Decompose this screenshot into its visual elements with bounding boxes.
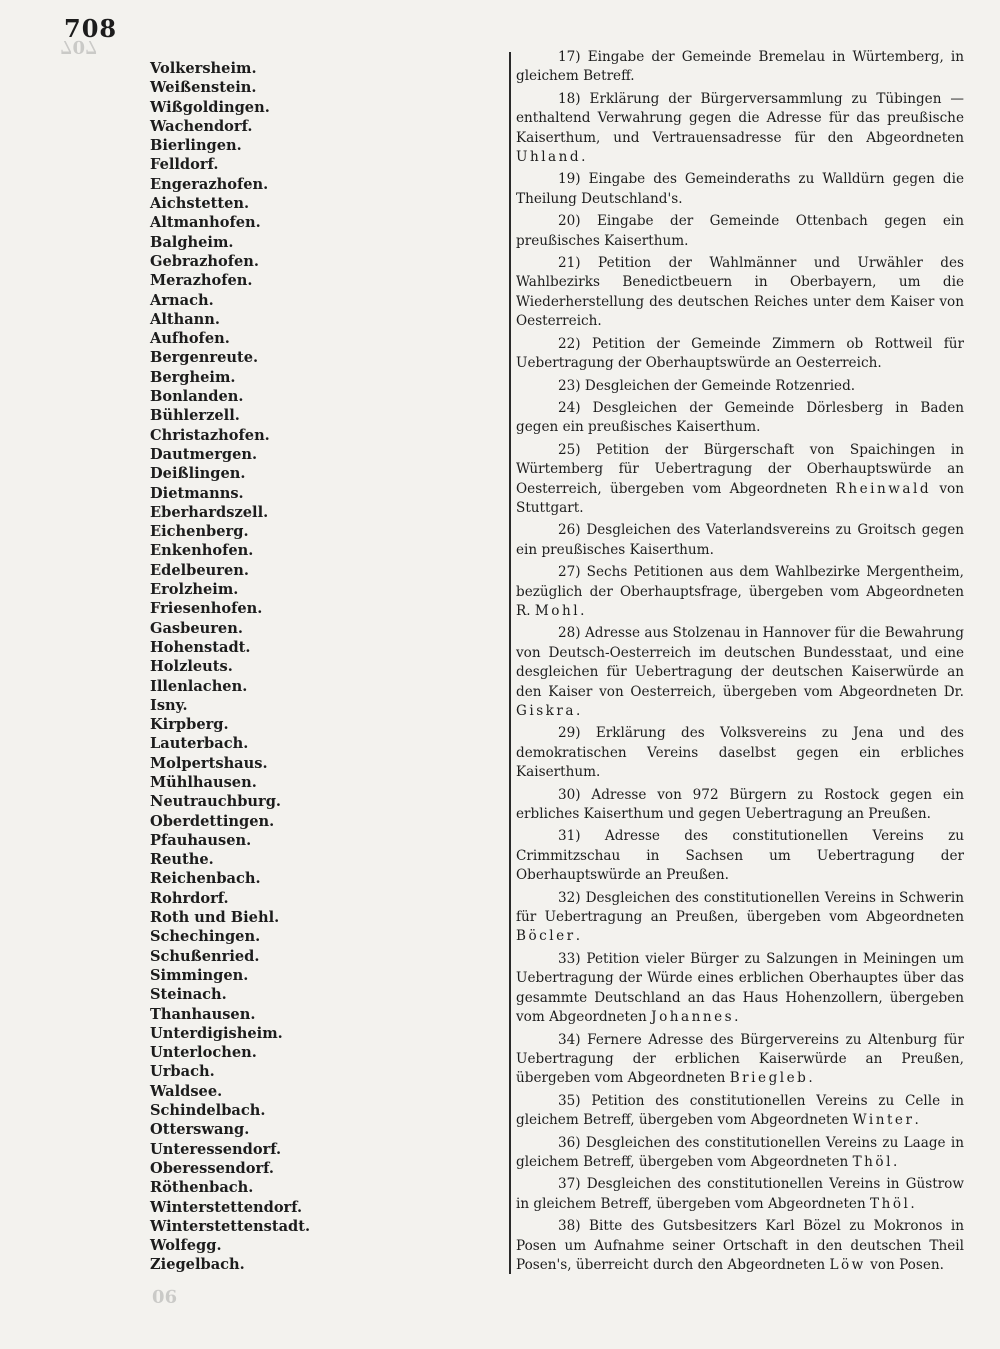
place-name: Bergenreute.: [150, 349, 259, 367]
place-name: Thanhausen.: [150, 1005, 256, 1023]
entry-text: 21) Petition der Wahlmänner und Urwähler des Wahlbezirks Benedictbeuern in Oberbayern, um die Wiederherstellung des deutschen Reiches unter dem Kaiser von Oesterreich.: [516, 255, 964, 330]
entry-text: 32) Desgleichen des constitutionellen Vereins in Schwerin für Uebertragung an Preußen, übergeben vom Abgeordneten: [516, 889, 964, 926]
place-name: Eberhardszell.: [150, 503, 269, 521]
place-name: Weißenstein.: [150, 79, 257, 97]
place-name: Steinach.: [150, 986, 227, 1004]
place-name: Dietmanns.: [150, 484, 244, 502]
place-name: Isny.: [150, 696, 188, 714]
place-name: Otterswang.: [150, 1121, 250, 1139]
place-name: Engerazhofen.: [150, 175, 269, 193]
entry-text: 33) Petition vieler Bürger zu Salzungen in Meiningen um Uebertragung der Würde eines erblichen Oberhauptes über das gesammte Deutschland an das Haus Hohenzollern, übergeben vom Abgeordneten: [516, 950, 964, 1026]
place-name: Illenlachen.: [150, 677, 248, 695]
place-name: Ziegelbach.: [150, 1256, 245, 1274]
entry-text: 23) Desgleichen der Gemeinde Rotzenried.: [558, 377, 856, 394]
place-name: Unteressendorf.: [150, 1140, 282, 1158]
petition-entry: [516, 624, 964, 721]
place-name: Edelbeuren.: [150, 561, 249, 579]
place-name: Reuthe.: [150, 851, 214, 869]
place-name: Felldorf.: [150, 156, 219, 174]
petition-entry: [516, 1217, 964, 1275]
entry-tail: .: [734, 1009, 739, 1026]
place-name: Christazhofen.: [150, 426, 270, 444]
entry-text: 25) Petition der Bürgerschaft von Spaichingen in Würtemberg für Uebertragung der Oberhauptswürde an Oesterreich, übergeben vom Abgeordneten: [516, 441, 964, 497]
place-name: Unterdigisheim.: [150, 1024, 283, 1042]
place-name: Kirpberg.: [150, 716, 229, 734]
place-name: Oberdettingen.: [150, 812, 275, 830]
entry-tail: .: [892, 1153, 898, 1170]
petition-entry: [516, 563, 964, 621]
entry-text: 18) Erklärung der Bürgerversammlung zu Tübingen — enthaltend Verwahrung gegen die Adresse für das preußische Kaiserthum, und Vertrauensadresse für den Abgeordneten: [516, 90, 964, 146]
petition-entry: [516, 90, 964, 168]
petition-entry: [516, 1134, 964, 1173]
bleed-through-page-number: 707: [60, 36, 98, 57]
petition-entry: [516, 399, 964, 438]
petition-entry: [516, 724, 964, 782]
place-name: Merazhofen.: [150, 272, 253, 290]
entry-text: 38) Bitte des Gutsbesitzers Karl Bözel zu Mokronos in Posen um Aufnahme seiner Ortschaft in den deutschen Theil Posen's, überreicht durch den Abgeordneten: [516, 1218, 964, 1273]
place-name: Bühlerzell.: [150, 407, 240, 425]
place-name: Neutrauchburg.: [150, 793, 282, 811]
page-number: 708: [64, 14, 118, 43]
place-name: Molpertshaus.: [150, 754, 268, 772]
bleed-through-signature-mark: 90: [152, 1285, 178, 1306]
entry-text: 20) Eingabe der Gemeinde Ottenbach gegen ein preußisches Kaiserthum.: [516, 213, 964, 249]
place-name: Pfauhausen.: [150, 831, 252, 849]
place-name: Altmanhofen.: [150, 214, 261, 232]
entry-text: 17) Eingabe der Gemeinde Bremelau in Würtemberg, in gleichem Betreff.: [516, 49, 964, 85]
delegate-name: Giskra: [516, 703, 577, 719]
place-name: Winterstettenstadt.: [150, 1217, 311, 1235]
place-name: Unterlochen.: [150, 1044, 257, 1062]
entry-text: 22) Petition der Gemeinde Zimmern ob Rottweil für Uebertragung der Oberhauptswürde an Oesterreich.: [516, 335, 964, 372]
place-name: Bierlingen.: [150, 137, 242, 155]
delegate-name: Johannes: [651, 1009, 735, 1026]
place-name: Althann.: [150, 310, 220, 328]
entry-text: 35) Petition des constitutionellen Vereins zu Celle in gleichem Betreff, übergeben vom Abgeordneten: [516, 1092, 964, 1129]
entry-text: 28) Adresse aus Stolzenau in Hannover für die Bewahrung von Deutsch-Oesterreich im deutschen Bundesstaat, und eine desgleichen für Uebertragung der deutschen Kaiserwürde an den Kaiser von Oesterreich, übergeben vom Abgeordneten Dr.: [516, 625, 964, 700]
petition-entry: [516, 254, 964, 332]
place-name: Bergheim.: [150, 368, 236, 386]
place-name: Dautmergen.: [150, 445, 258, 463]
entry-text: 29) Erklärung des Volksvereins zu Jena und des demokratischen Vereins daselbst gegen ein erbliches Kaiserthum.: [516, 725, 964, 781]
entry-tail: .: [914, 1112, 919, 1129]
place-name: Wißgoldingen.: [150, 98, 270, 116]
place-name: Simmingen.: [150, 966, 249, 984]
entry-text: 34) Fernere Adresse des Bürgervereins zu Altenburg für Uebertragung der erblichen Kaiserwürde an Preußen, übergeben vom Abgeordneten: [516, 1031, 964, 1087]
entry-text: 36) Desgleichen des constitutionellen Vereins zu Laage in gleichem Betreff, übergeben vom Abgeordneten: [516, 1134, 964, 1170]
entry-text: 37) Desgleichen des constitutionellen Vereins in Güstrow in gleichem Betreff, übergeben vom Abgeordneten: [516, 1176, 964, 1212]
place-name: Aichstetten.: [150, 195, 250, 213]
petition-entry: [516, 889, 964, 947]
entry-tail: .: [808, 1070, 813, 1087]
entry-text: 27) Sechs Petitionen aus dem Wahlbezirke Mergentheim, bezüglich der Oberhauptsfrage, übergeben vom Abgeordneten R.: [516, 564, 964, 619]
delegate-name: Uhland: [516, 149, 582, 166]
petition-entry: [516, 170, 964, 209]
entry-text: 31) Adresse des constitutionellen Vereins zu Crimmitzschau in Sachsen um Uebertragung der Oberhauptswürde an Preußen.: [516, 828, 964, 884]
delegate-name: Rheinwald: [835, 480, 932, 497]
petition-entry: [516, 441, 964, 519]
delegate-name: Löw: [829, 1256, 866, 1273]
place-name: Schechingen.: [150, 928, 261, 946]
petition-entry: [516, 212, 964, 251]
petition-entry: [516, 786, 964, 825]
entry-text: 24) Desgleichen der Gemeinde Dörlesberg in Baden gegen ein preußisches Kaiserthum.: [516, 399, 964, 436]
petition-entry: [516, 1031, 964, 1089]
place-name: Waldsee.: [150, 1082, 223, 1100]
entry-tail: .: [910, 1195, 915, 1212]
place-name: Erolzheim.: [150, 581, 239, 599]
place-name-list: [150, 59, 490, 1275]
place-name: Deißlingen.: [150, 465, 246, 483]
place-name: Volkersheim.: [150, 60, 257, 77]
place-name: Urbach.: [150, 1063, 215, 1081]
petition-entry: [516, 521, 964, 560]
entry-tail: .: [581, 149, 586, 166]
entry-text: 19) Eingabe des Gemeinderaths zu Walldürn gegen die Theilung Deutschland's.: [516, 171, 964, 207]
place-name: Aufhofen.: [150, 330, 230, 348]
entry-tail: von Posen.: [865, 1256, 944, 1273]
place-name: Holzleuts.: [150, 658, 233, 676]
petition-entry: [516, 1175, 964, 1214]
delegate-name: Briegleb: [729, 1070, 809, 1087]
delegate-name: Böcler: [516, 928, 576, 945]
place-name: Gebrazhofen.: [150, 252, 259, 270]
place-name: Oberessendorf.: [150, 1159, 274, 1177]
place-name: Lauterbach.: [150, 735, 249, 753]
delegate-name: Winter: [852, 1112, 915, 1129]
petition-entry: [516, 1092, 964, 1131]
place-name: Rohrdorf.: [150, 889, 229, 907]
entry-tail: .: [580, 602, 585, 619]
entry-text: 30) Adresse von 972 Bürgern zu Rostock gegen ein erbliches Kaiserthum und gegen Uebertragung an Preußen.: [516, 786, 964, 823]
place-name: Reichenbach.: [150, 870, 261, 888]
place-name: Arnach.: [150, 291, 214, 309]
place-name: Wolfegg.: [150, 1237, 222, 1255]
entry-tail: .: [575, 928, 581, 945]
place-name: Balgheim.: [150, 233, 234, 251]
petition-entry: [516, 827, 964, 885]
place-name: Röthenbach.: [150, 1179, 254, 1197]
place-name: Schindelbach.: [150, 1102, 266, 1120]
petition-entry: [516, 335, 964, 374]
delegate-name: Mohl: [534, 602, 581, 619]
entry-text: 26) Desgleichen des Vaterlandsvereins zu Groitsch gegen ein preußisches Kaiserthum.: [516, 522, 964, 558]
place-name: Gasbeuren.: [150, 619, 243, 637]
column-divider: [509, 52, 511, 1274]
petition-entry: [516, 48, 964, 87]
place-name: Schußenried.: [150, 947, 260, 965]
delegate-name: Thöl: [852, 1153, 893, 1170]
place-name: Winterstettendorf.: [150, 1198, 303, 1216]
place-name: Mühlhausen.: [150, 773, 257, 791]
place-name: Roth und Biehl.: [150, 909, 280, 927]
place-name: Friesenhofen.: [150, 600, 263, 618]
entry-tail: von Stuttgart.: [516, 480, 964, 516]
place-name: Wachendorf.: [150, 117, 253, 135]
petition-entry: [516, 950, 964, 1028]
delegate-name: Thöl: [870, 1195, 911, 1212]
place-name: Bonlanden.: [150, 388, 244, 406]
place-name: Eichenberg.: [150, 523, 249, 541]
place-name: Hohenstadt.: [150, 638, 251, 656]
petition-entries: [516, 48, 964, 1278]
place-name: Enkenhofen.: [150, 542, 254, 560]
petition-entry: [516, 377, 964, 396]
entry-tail: .: [576, 703, 581, 719]
